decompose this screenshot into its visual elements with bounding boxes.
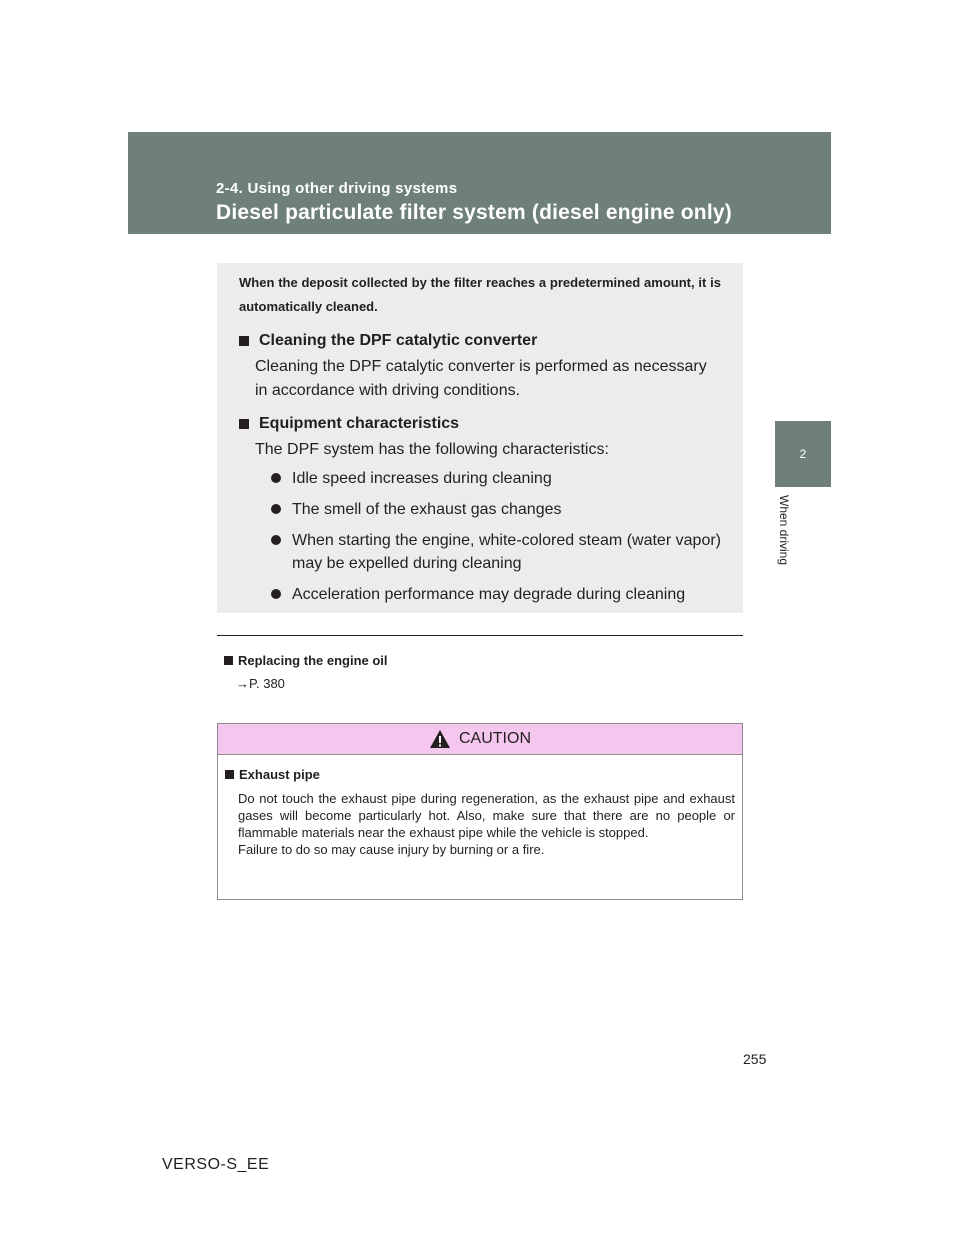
model-code: VERSO-S_EE	[162, 1156, 270, 1173]
chapter-tab: 2	[775, 421, 831, 487]
subsection-heading-text: Equipment characteristics	[259, 415, 460, 432]
list-item	[271, 583, 721, 606]
caution-box	[217, 723, 743, 900]
list-item-text: The smell of the exhaust gas changes	[292, 501, 562, 518]
square-bullet-icon	[224, 656, 233, 665]
chapter-label: When driving	[777, 495, 791, 566]
list-item	[271, 498, 721, 521]
caution-header	[218, 724, 742, 755]
caution-text-consequence: Failure to do so may cause injury by burning or a fire.	[238, 842, 545, 857]
list-item	[271, 467, 721, 490]
caution-label: CAUTION	[459, 730, 531, 747]
list-item-text: When starting the engine, white-colored steam (water vapor) may be expelled during cleaning	[292, 532, 721, 572]
caution-text: Do not touch the exhaust pipe during regeneration, as the exhaust pipe and exhaust gases will become particularly hot. Also, make sure that there are no people or flammable materials near the exhaust pipe while the vehicle is stopped.	[238, 791, 735, 840]
subsection-text: Cleaning the DPF catalytic converter is performed as necessary in accordance with driving conditions.	[255, 358, 707, 399]
list-item-text: Acceleration performance may degrade during cleaning	[292, 586, 686, 603]
subsection-heading	[239, 414, 721, 434]
list-item	[271, 529, 721, 575]
intro-text: When the deposit collected by the filter reaches a predetermined amount, it is automatically cleaned.	[239, 275, 721, 314]
divider	[217, 635, 743, 636]
square-bullet-icon	[239, 336, 249, 346]
info-box	[217, 263, 743, 613]
warning-icon	[429, 729, 451, 749]
round-bullet-icon	[271, 589, 281, 599]
note	[224, 653, 388, 691]
note-heading	[224, 653, 388, 668]
subsection-heading-text: Cleaning the DPF catalytic converter	[259, 332, 538, 349]
page-reference: →P. 380	[236, 676, 285, 691]
round-bullet-icon	[271, 535, 281, 545]
round-bullet-icon	[271, 504, 281, 514]
caution-heading	[225, 767, 735, 782]
page-title: Diesel particulate filter system (diesel engine only)	[216, 201, 732, 224]
subsection-text: The DPF system has the following characteristics:	[255, 441, 609, 458]
subsection-heading	[239, 331, 721, 351]
caution-heading-text: Exhaust pipe	[239, 767, 320, 782]
characteristics-list	[239, 467, 721, 606]
square-bullet-icon	[225, 770, 234, 779]
round-bullet-icon	[271, 473, 281, 483]
page-header	[128, 132, 831, 234]
section-label: 2-4. Using other driving systems	[216, 180, 458, 197]
square-bullet-icon	[239, 419, 249, 429]
caution-body	[218, 755, 742, 858]
page-number: 255	[743, 1051, 767, 1067]
note-heading-text: Replacing the engine oil	[238, 653, 388, 668]
list-item-text: Idle speed increases during cleaning	[292, 470, 552, 487]
